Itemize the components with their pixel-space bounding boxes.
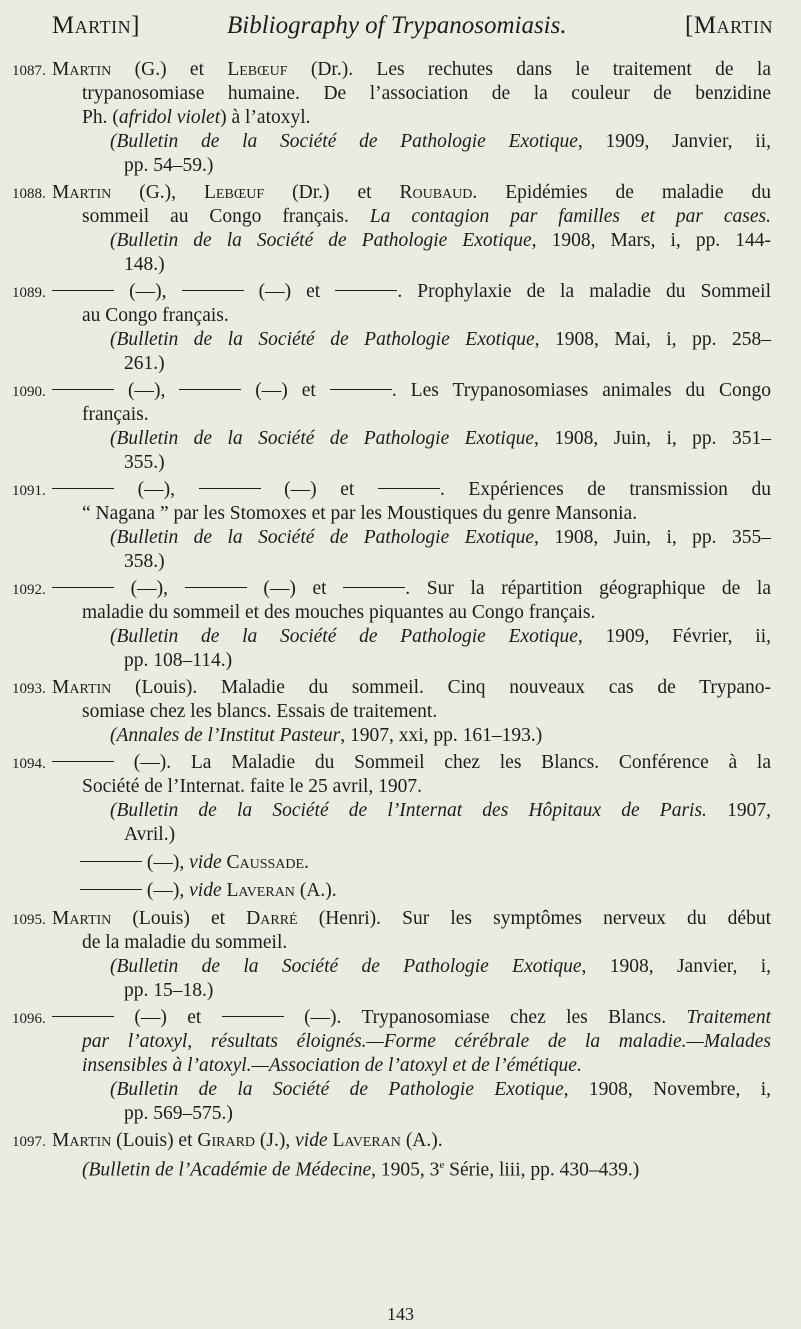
entry-line: trypanosomiase humaine. De l’association de la couleur de benzidine: [82, 83, 771, 104]
entry-line: maladie du sommeil et des mouches piquantes au Congo français.: [82, 602, 596, 623]
entry-number: 1091.: [12, 483, 46, 499]
bib-entry-1097: [0, 1129, 801, 1183]
bib-entry-1090: [0, 379, 801, 475]
entry-number: 1097.: [12, 1134, 46, 1150]
citation-line: (Bulletin de la Société de l’Internat des Hôpitaux de Paris. 1907,: [110, 800, 771, 821]
entry-number: 1089.: [12, 285, 46, 301]
citation-line: pp. 108–114.): [124, 650, 233, 671]
citation-line: (Bulletin de la Société de Pathologie Exotique, 1908, Juin, i, pp. 355–: [110, 527, 771, 548]
citation-line: (Bulletin de la Société de Pathologie Exotique, 1909, Janvier, ii,: [110, 131, 772, 152]
entry-number: 1094.: [12, 756, 46, 772]
header-right: [Martin: [685, 12, 773, 39]
entry-number: 1092.: [12, 582, 46, 598]
bib-entry-1089: [0, 280, 801, 376]
citation-line: Avril.): [124, 824, 176, 845]
citation-line: pp. 15–18.): [124, 980, 214, 1001]
entry-line: (—), (—) et . Prophylaxie de la maladie du Sommeil: [52, 280, 771, 304]
bib-entry-1095: [0, 907, 801, 1003]
bib-entry-1088: [0, 181, 801, 277]
citation-line: pp. 54–59.): [124, 155, 214, 176]
entry-line: Martin (G.), Lebœuf (Dr.) et Roubaud. Epidémies de maladie du: [52, 182, 771, 203]
bib-entry-1093: [0, 676, 801, 748]
bib-entry-1087: [0, 58, 801, 178]
running-header: [52, 14, 773, 46]
entry-line: (—), (—) et . Sur la répartition géographique de la: [52, 577, 771, 601]
citation-line: 148.): [124, 254, 165, 275]
entry-line: insensibles à l’atoxyl.—Association de l’atoxyl et de l’émétique.: [82, 1055, 582, 1076]
entry-line: somiase chez les blancs. Essais de traitement.: [82, 701, 438, 722]
citation-line: (Bulletin de la Société de Pathologie Exotique, 1908, Mars, i, pp. 144-: [110, 230, 771, 251]
citation-line: 358.): [124, 551, 165, 572]
entry-line: de la maladie du sommeil.: [82, 932, 288, 953]
page-number: 143: [387, 1304, 414, 1324]
entry-line: Martin (Louis). Maladie du sommeil. Cinq nouveaux cas de Trypano-: [52, 677, 771, 698]
cross-reference: [0, 879, 801, 903]
entry-line: (—), vide Caussade.: [52, 851, 771, 875]
bib-entry-1094: [0, 751, 801, 847]
entry-number: 1096.: [12, 1011, 46, 1027]
entry-line: Martin (Louis) et Girard (J.), vide Laveran (A.).: [52, 1130, 443, 1151]
bibliography-list: [0, 58, 801, 1186]
entry-line: (—), (—) et . Les Trypanosomiases animales du Congo: [52, 379, 771, 403]
cross-reference: [0, 851, 801, 875]
entry-line: Ph. (afridol violet) à l’atoxyl.: [82, 107, 311, 128]
entry-line: sommeil au Congo français. La contagion par familles et par cases.: [82, 206, 771, 227]
entry-line: Martin (Louis) et Darré (Henri). Sur les symptômes nerveux du début: [52, 908, 771, 929]
citation-line: (Bulletin de l’Académie de Médecine, 1905, 3e Série, liii, pp. 430–439.): [82, 1159, 640, 1181]
citation-line: (Bulletin de la Société de Pathologie Exotique, 1908, Janvier, i,: [110, 956, 771, 977]
citation-line: (Bulletin de la Société de Pathologie Exotique, 1909, Février, ii,: [110, 626, 772, 647]
entry-line: (—). La Maladie du Sommeil chez les Blancs. Conférence à la: [52, 751, 771, 775]
entry-number: 1095.: [12, 912, 46, 928]
entry-number: 1090.: [12, 384, 46, 400]
entry-line: (—), vide Laveran (A.).: [52, 879, 771, 903]
citation-line: (Bulletin de la Société de Pathologie Exotique, 1908, Mai, i, pp. 258–: [110, 329, 771, 350]
entry-line: Martin (G.) et Lebœuf (Dr.). Les rechutes dans le traitement de la: [52, 59, 771, 80]
citation-line: pp. 569–575.): [124, 1103, 233, 1124]
entry-number: 1087.: [12, 63, 46, 79]
entry-line: par l’atoxyl, résultats éloignés.—Forme cérébrale de la maladie.—Malades: [82, 1031, 771, 1052]
citation-line: 261.): [124, 353, 165, 374]
header-title: Bibliography of Trypanosomiasis.: [227, 12, 567, 39]
entry-line: (—), (—) et . Expériences de transmission du: [52, 478, 771, 502]
header-left: Martin]: [52, 12, 140, 39]
entry-line: français.: [82, 404, 149, 425]
bib-entry-1096: [0, 1006, 801, 1126]
citation-line: (Annales de l’Institut Pasteur, 1907, xxi, pp. 161–193.): [110, 725, 543, 746]
entry-number: 1088.: [12, 186, 46, 202]
entry-line: “ Nagana ” par les Stomoxes et par les Moustiques du genre Mansonia.: [82, 503, 638, 524]
entry-line: au Congo français.: [82, 305, 229, 326]
entry-line: (—) et (—). Trypanosomiase chez les Blancs. Traitement: [52, 1006, 771, 1030]
bib-entry-1091: [0, 478, 801, 574]
bib-entry-1092: [0, 577, 801, 673]
citation-line: (Bulletin de la Société de Pathologie Exotique, 1908, Novembre, i,: [110, 1079, 771, 1100]
entry-number: 1093.: [12, 681, 46, 697]
entry-line: Société de l’Internat. faite le 25 avril, 1907.: [82, 776, 423, 797]
citation-line: (Bulletin de la Société de Pathologie Exotique, 1908, Juin, i, pp. 351–: [110, 428, 771, 449]
citation-line: 355.): [124, 452, 165, 473]
